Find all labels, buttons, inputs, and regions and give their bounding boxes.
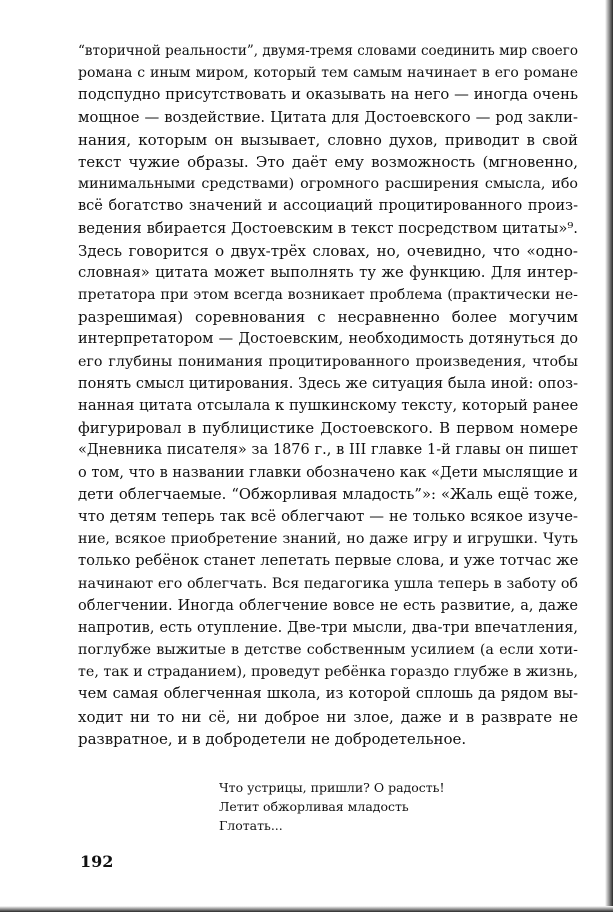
text-line: Здесь говорится о двух-трёх словах, но, очевидно, что «одно- [78,241,578,260]
text-line: развратное, и в добродетели не добродетельное. [78,729,467,748]
text-line: нанная цитата отсылала к пушкинскому тексту, который ранее [78,397,579,414]
text-line: всё богатство значений и ассоциаций процитированного произ- [78,198,578,215]
text-line: разрешимая) соревнования с несравненно более могучим [78,308,578,327]
verse-line: Глотать... [219,818,283,833]
verse-line: Летит обжорливая младость [219,799,409,814]
text-line: мощное — воздействие. Цитата для Достоевского — род закли- [78,108,578,126]
text-line: дети облегчаемые. “Обжорливая младость”»: «Жаль ещё тоже, [78,485,578,503]
text-line: напротив, есть отупление. Две-три мысли, два-три впечатления, [78,619,578,636]
page-number: 192 [80,852,114,871]
text-line: только ребёнок станет лепетать первые слова, и уже тотчас же [78,552,579,570]
text-line: ведения вбирается Достоевским в текст посредством цитаты»⁹. [78,219,578,237]
text-line: интерпретатором — Достоевским, необходимость дотянуться до [78,331,578,348]
text-line: «Дневника писателя» за 1876 г., в III главке 1-й главы он пишет [78,442,578,459]
main-paragraph [78,40,578,750]
text-line: о том, что в названии главки обозначено как «Дети мыслящие и [78,464,578,481]
text-line: облегчении. Иногда облегчение вовсе не есть развитие, а, даже [78,597,578,614]
text-line: минимальными средствами) огромного расширения смысла, ибо [78,176,578,193]
text-line: претатора при этом всегда возникает проблема (практически не- [78,287,578,304]
text-line: словная» цитата может выполнять ту же функцию. Для интер- [78,263,578,281]
text-line: поглубже выжитые в детстве собственным усилием (а если хоти- [78,642,578,659]
text-line: подспудно присутствовать и оказывать на него — иногда очень [78,86,578,104]
text-line: “вторичной реальности”, двумя-тремя словами соединить мир своего [78,43,578,59]
text-line: ние, всякое приобретение знаний, но даже игру и игрушки. Чуть [78,531,578,548]
text-line: ходит ни то ни сё, ни доброе ни злое, даже и в разврате не [78,707,578,726]
text-line: понять смысл цитирования. Здесь же ситуация была иной: опоз- [78,375,578,392]
text-line: те, так и страданием), проведут ребёнка гораздо глубже в жизнь, [78,664,578,681]
text-line: начинают его облегчать. Вся педагогика ушла теперь в заботу об [78,575,578,592]
text-line: нания, которым он вызывает, словно духов, приводит в свой [78,130,578,149]
text-line: его глубины понимания процитированного произведения, чтобы [78,353,578,370]
text-line: что детям теперь так всё облегчают — не только всякое изуче- [78,507,578,525]
text-line: романа с иным миром, который тем самым начинает в его романе [78,65,578,82]
page-edge-shadow-bottom [0,906,613,912]
verse-line: Что устрицы, пришли? О радость! [219,780,445,795]
text-line: фигурировал в публицистике Достоевского. В первом номере [78,419,578,438]
text-line: чем самая облегченная школа, из которой сплошь да рядом вы- [78,686,578,703]
page-edge-shadow-right [605,0,613,912]
verse-quote [219,778,445,835]
text-line: текст чужие образы. Это даёт ему возможность (мгновенно, [78,152,578,171]
